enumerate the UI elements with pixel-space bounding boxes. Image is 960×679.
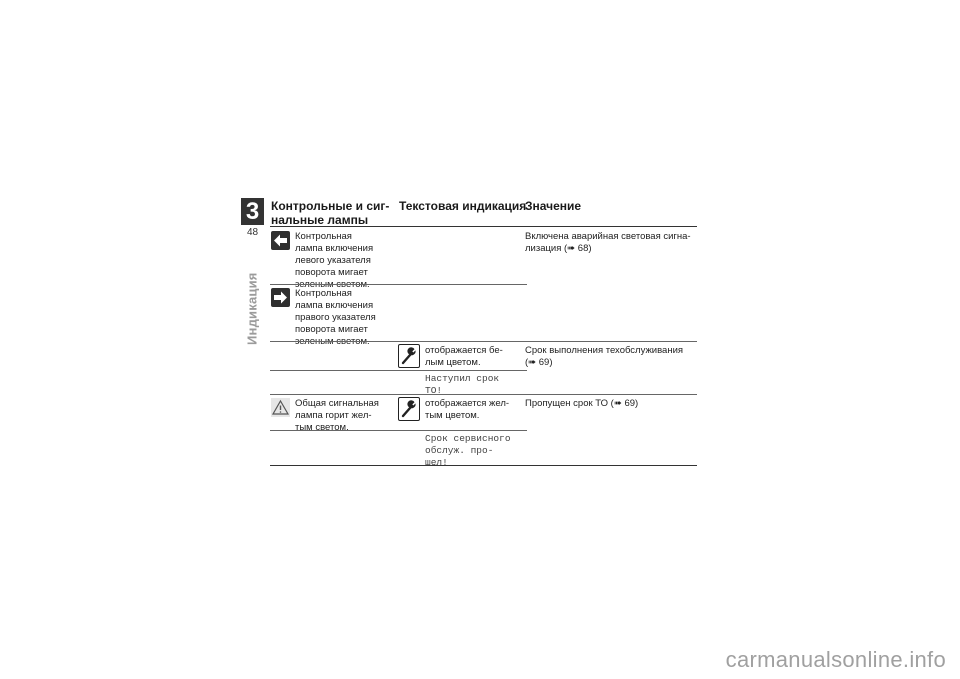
row1-lamp-description <box>295 231 373 291</box>
row2-lamp-description <box>295 288 376 348</box>
watermark: carmanualsonline.info <box>725 647 946 672</box>
row1-meaning-line: лизация (➠ 68) <box>525 243 592 254</box>
row2-lamp-line: поворота мигает <box>295 324 368 335</box>
row3-display-description <box>425 345 503 369</box>
row4-display-text-line: обслуж. про- <box>425 445 494 456</box>
row1-meaning-line: Включена аварийная световая сигна- <box>525 231 691 242</box>
row4-lamp-line: лампа горит жел- <box>295 410 372 421</box>
row3-meaning-line: (➠ 69) <box>525 357 553 368</box>
row3-meaning <box>525 345 683 369</box>
row-divider <box>270 284 527 285</box>
row4-display-text-line: шел! <box>425 457 448 468</box>
row4-display-text-line: Срок сервисного <box>425 433 511 444</box>
left-turn-arrow-icon <box>271 231 290 250</box>
right-turn-arrow-icon <box>271 288 290 307</box>
row3-meaning-line: Срок выполнения техобслуживания <box>525 345 684 356</box>
row4-display-line: тым цветом. <box>425 410 480 421</box>
row-divider <box>270 370 527 371</box>
row1-lamp-line: Контрольная <box>295 231 352 242</box>
header-lamps-line2: нальные лампы <box>271 213 369 227</box>
row4-lamp-line: Общая сигнальная <box>295 398 379 409</box>
header-lamps <box>271 199 389 227</box>
row-divider <box>270 430 527 431</box>
header-display: Текстовая индикация <box>399 199 527 213</box>
row3-display-line: отображается бе- <box>425 345 503 356</box>
row2-lamp-line: Контрольная <box>295 288 352 299</box>
row3-display-line: лым цветом. <box>425 357 481 368</box>
row1-lamp-line: лампа включения <box>295 243 374 254</box>
row-divider <box>270 394 697 395</box>
wrench-icon <box>398 344 420 368</box>
row-divider <box>270 341 697 342</box>
header-rule <box>270 226 697 227</box>
row4-meaning <box>525 398 638 410</box>
chapter-number: 3 <box>241 198 264 225</box>
row4-display-text <box>425 433 511 469</box>
row1-lamp-line: зеленым светом. <box>295 279 370 290</box>
row1-meaning <box>525 231 691 255</box>
row2-lamp-line: правого указателя <box>295 312 376 323</box>
row3-display-text-line: Наступил срок <box>425 373 500 384</box>
warning-triangle-icon <box>271 398 290 417</box>
wrench-icon <box>398 397 420 421</box>
row4-meaning-line: Пропущен срок ТО (➠ 69) <box>525 398 639 409</box>
row4-display-description <box>425 398 509 422</box>
row2-lamp-line: лампа включения <box>295 300 374 311</box>
table-bottom-rule <box>270 465 697 466</box>
page-number: 48 <box>246 227 259 238</box>
header-meaning: Значение <box>525 199 582 213</box>
row1-lamp-line: поворота мигает <box>295 267 368 278</box>
row4-display-line: отображается жел- <box>425 398 510 409</box>
row3-display-text-line: ТО! <box>425 385 443 396</box>
chapter-title: Индикация <box>244 272 260 346</box>
row2-lamp-line: зеленым светом. <box>295 336 370 347</box>
row1-lamp-line: левого указателя <box>295 255 371 266</box>
row4-lamp-description <box>295 398 379 434</box>
header-lamps-line1: Контрольные и сиг- <box>271 199 390 213</box>
row4-lamp-line: тым светом. <box>295 422 349 433</box>
